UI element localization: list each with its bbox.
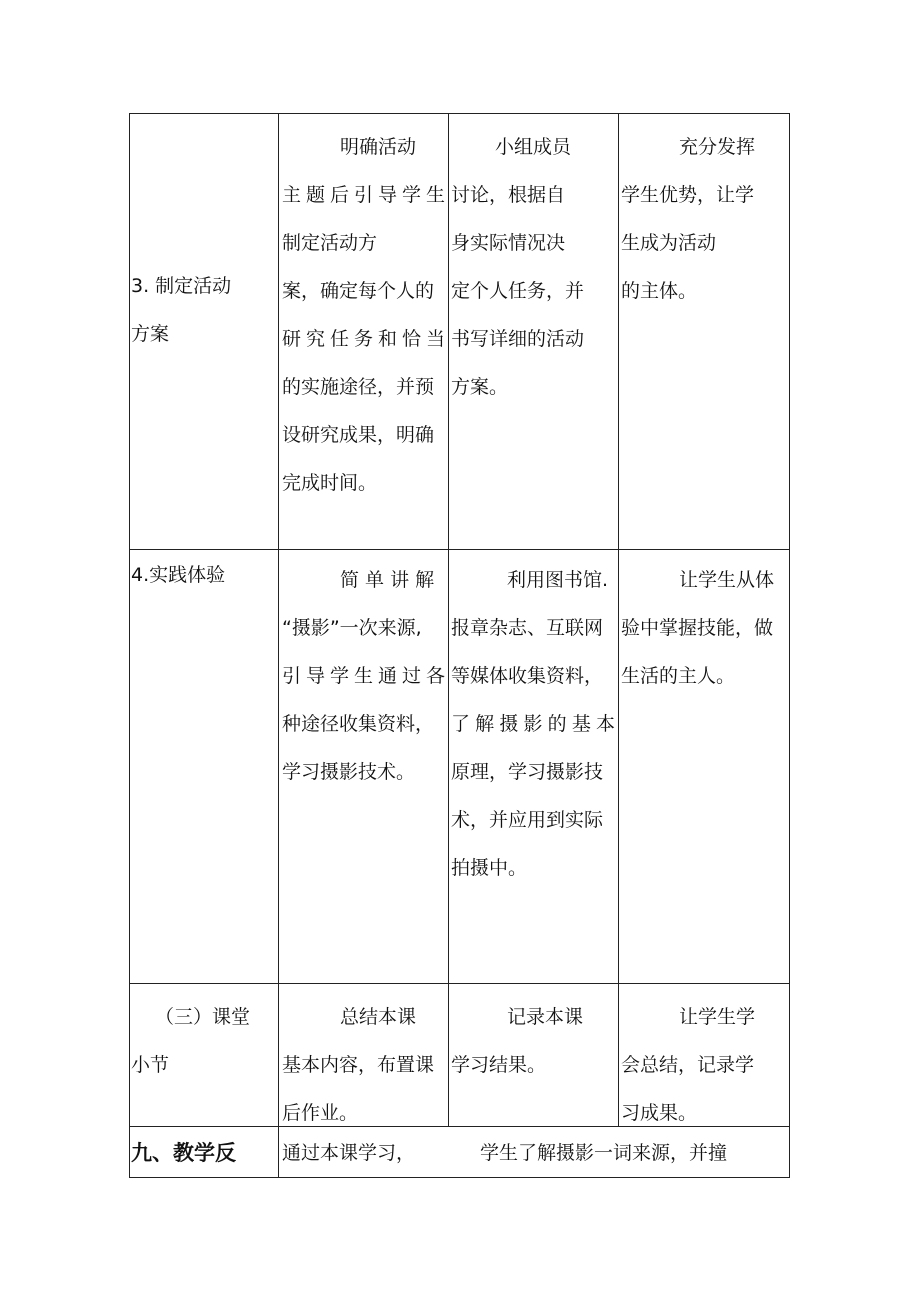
teacher-text: 主题后引导学生: [282, 184, 445, 206]
stage-text: 小节: [131, 1054, 170, 1076]
student-text: 原理，学习摄影技: [451, 761, 604, 783]
student-text: 书写详细的活动: [451, 328, 585, 350]
teacher-text: 明确活动: [340, 136, 417, 158]
student-cell-summary: [451, 993, 615, 1089]
table-border-right: [789, 113, 790, 1178]
table-divider-col1: [278, 113, 279, 1178]
stage-cell-summary: [131, 993, 271, 1089]
intent-text: 习成果。: [621, 1102, 698, 1124]
teacher-cell-plan: [282, 123, 445, 507]
intent-text: 充分发挥: [679, 136, 756, 158]
student-text: 身实际情况决: [451, 232, 566, 254]
table-divider-col2: [448, 113, 449, 1126]
teacher-cell-practice: [282, 556, 445, 796]
teacher-text: 简 单 讲 解: [340, 569, 435, 591]
table-border-left: [129, 113, 130, 1178]
table-border-bottom: [129, 1177, 790, 1178]
student-text: 定个人任务，并: [451, 280, 585, 302]
teacher-text: 设研究成果，明确: [282, 424, 435, 446]
teacher-text: 完成时间。: [282, 472, 378, 494]
student-text: 术，并应用到实际: [451, 809, 604, 831]
student-cell-practice: [451, 556, 615, 892]
student-cell-plan: [451, 123, 615, 411]
student-text: 利用图书馆.: [507, 569, 609, 591]
stage-text: 方案: [131, 323, 170, 345]
student-text: 学习结果。: [451, 1054, 547, 1076]
stage-text: 3. 制定活动: [131, 275, 232, 297]
teacher-text: “摄影”一次来源,: [282, 617, 422, 639]
table-divider-col3: [618, 113, 619, 1126]
teacher-text: 研究任务和恰当: [282, 328, 445, 350]
table-border-top: [129, 113, 790, 114]
stage-cell-plan: [131, 262, 271, 358]
intent-text: 让学生学: [679, 1006, 756, 1028]
student-text: 记录本课: [507, 1006, 584, 1028]
reflection-text-b: 学生了解摄影一词来源，并撞: [480, 1142, 728, 1164]
teacher-text: 种途径收集资料，: [282, 713, 435, 735]
teacher-text: 引导学生通过各: [282, 665, 445, 687]
intent-text: 生成为活动: [621, 232, 717, 254]
intent-text: 会总结，记录学: [621, 1054, 755, 1076]
stage-cell-practice: [131, 551, 271, 599]
intent-cell-practice: [621, 556, 786, 700]
intent-text: 让学生从体: [679, 569, 775, 591]
student-text: 方案。: [451, 376, 509, 398]
intent-text: 验中掌握技能，做: [621, 617, 774, 639]
student-text: 拍摄中。: [451, 857, 528, 879]
teacher-text: 基本内容，布置课: [282, 1054, 435, 1076]
student-text: 等媒体收集资料，: [451, 665, 604, 687]
stage-text: 4.实践体验: [131, 564, 226, 586]
reflection-label: 九、教学反: [131, 1141, 236, 1165]
student-text: 讨论，根据自: [451, 184, 566, 206]
teacher-cell-summary: [282, 993, 445, 1137]
student-text: 了解摄影的基本: [451, 713, 615, 735]
teacher-text: 的实施途径，并预: [282, 376, 435, 398]
intent-text: 的主体。: [621, 280, 698, 302]
student-text: 小组成员: [495, 136, 572, 158]
stage-text: （三）课堂: [155, 1006, 251, 1028]
teacher-text: 制定活动方: [282, 232, 378, 254]
teacher-text: 总结本课: [340, 1006, 417, 1028]
intent-cell-plan: [621, 123, 786, 315]
teacher-text: 案，确定每个人的: [282, 280, 435, 302]
teacher-text: 学习摄影技术。: [282, 761, 416, 783]
row-divider-1: [129, 549, 790, 550]
student-text: 报章杂志、互联网: [451, 617, 604, 639]
reflection-text-a: 通过本课学习，: [282, 1142, 416, 1164]
row-divider-2: [129, 983, 790, 984]
intent-text: 学生优势，让学: [621, 184, 755, 206]
intent-cell-summary: [621, 993, 786, 1137]
intent-text: 生活的主人。: [621, 665, 736, 687]
teacher-text: 后作业。: [282, 1102, 359, 1124]
